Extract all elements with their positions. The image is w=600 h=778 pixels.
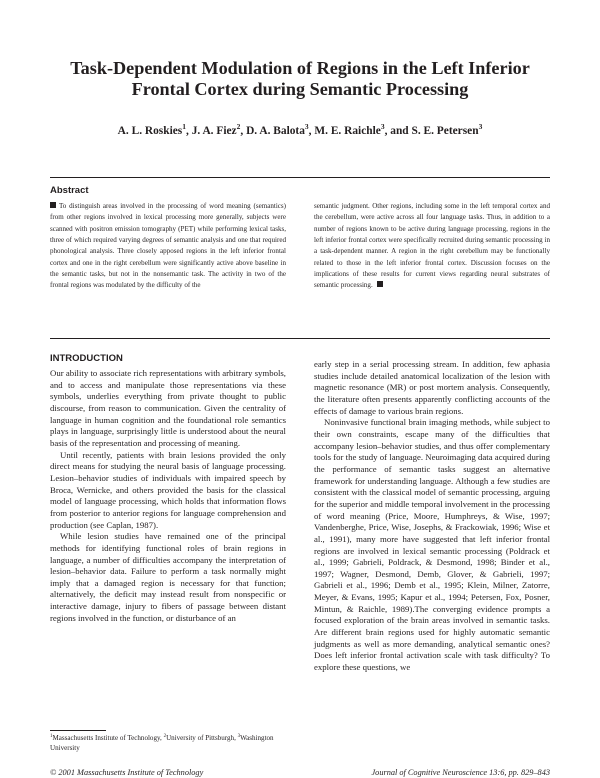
abstract-text-right: semantic judgment. Other regions, including some in the left temporal cortex and the cerebellum, were active across all four language tasks. Thus, in addition to a number of regions known to be active during language processing, regions in the left inferior frontal cortex were specifically recruited during semantic processing in a task-dependent manner. A region in the right cerebellum may be functionally related to those in the left inferior frontal cortex. Discussion focuses on the implications of these results for current views regarding neural substrates of semantic processing. <box>314 202 550 290</box>
copyright-footer: © 2001 Massachusetts Institute of Technology <box>50 768 204 777</box>
abstract-start-square-icon <box>50 202 56 208</box>
affiliation-footnote: $^1$Massachusetts Institute of Technology, $^2$University of Pittsburgh, $^3$Washington University <box>50 734 274 752</box>
author-separator: , <box>185 125 192 137</box>
body-column-left <box>50 368 286 624</box>
author: M. E. Raichle$^3$ <box>314 122 385 137</box>
paper-title: Task-Dependent Modulation of Regions in the Left Inferior Frontal Cortex during Semantic Processing <box>70 58 530 99</box>
body-paragraph: Noninvasive functional brain imaging methods, while subject to their own constraints, escape many of the difficulties that accompany lesion–behavior studies, and thus offer complementary tools for the study of language. Neuroimaging data acquired during the performance of semantic tasks suggest an alternative framework for understanding language. Although a few studies are consistent with the classical model of semantic processing, arguing for the superior and middle temporal involvement in the processing of word meaning (Price, Moore, Humphreys, & Wise, 1997; Vandenberghe, Price, Wise, Josephs, & Frackowiak, 1996; Wise et al., 1991), many more have suggested that left inferior frontal regions are involved in lexical semantic processing (Poldrack et al., 1999; Gabrieli, Poldrack, & Desmond, 1998; Binder et al., 1997; Wagner, Desmond, Demb, Glover, & Gabrieli, 1997; Gabrieli et al., 1996; Demb et al., 1995; Klein, Milner, Zatorre, Meyer, & Evans, 1995; Kapur et al., 1994; Petersen, Fox, Posner, Mintun, & Raichle, 1989).The converging evidence prompts a focused exploration of the brain areas involved in semantic tasks. Are different brain regions used for highly automatic semantic judgments as well as more demanding, analytical semantic ones? Does left inferior frontal activation scale with task difficulty? To explore these questions, we <box>314 417 550 673</box>
abstract-heading: Abstract <box>50 185 89 196</box>
footnote-rule <box>50 730 106 731</box>
author-separator: , <box>240 125 247 137</box>
abstract-column-right <box>314 201 550 292</box>
body-paragraph: While lesion studies have remained one of the principal methods for identifying functional roles of brain regions in language, a number of difficulties accompany the interpretation of lesion–behavior data. Failure to perform a task normally might imply that a damaged region is necessary for that function; alternatively, the deficit may instead result from nonspecific or interactive damage, injury to fibers of passage between distant regions involved in the function, or disturbance of an <box>50 531 286 623</box>
abstract-column-left <box>50 201 286 292</box>
author: A. L. Roskies$^1$ <box>117 122 186 137</box>
author-separator: , and <box>384 125 412 137</box>
author-list <box>40 124 560 138</box>
body-column-right <box>314 359 550 674</box>
abstract-bottom-rule <box>50 338 550 339</box>
abstract-top-rule <box>50 177 550 178</box>
author: J. A. Fiez$^2$ <box>191 122 241 137</box>
author: S. E. Petersen$^3$ <box>411 122 483 137</box>
abstract-text-left: To distinguish areas involved in the processing of word meaning (semantics) from other regions involved in lexical processing more generally, subjects were scanned with positron emission tomography (PET) while performing lexical tasks, three of which required varying degrees of semantic analysis and one that required phonological analysis. Three closely apposed regions in the left inferior frontal cortex and one in the right cerebellum were significantly active above baseline in the semantic tasks, but not in the nonsemantic task. The activity in two of the frontal regions was modulated by the difficulty of the <box>50 202 286 290</box>
abstract-end-square-icon <box>377 281 383 287</box>
body-paragraph: Until recently, patients with brain lesions provided the only direct means for studying the neural basis of language processing. Lesion–behavior studies of individuals with impaired speech by Broca, Wernicke, and others provided the basis for the classical model of language processing, which holds that information flows from posterior to anterior regions for language comprehension and production (see Caplan, 1987). <box>50 449 286 530</box>
body-paragraph: Our ability to associate rich representations with arbitrary symbols, and to access and manipulate those representations via these symbols, underlies everything from private thought to public discourse, from reason to communication. Given the centrality of language in human cognition and the foundational role semantics plays in language, surprisingly little is understood about the neural basis of the representation and processing of meaning. <box>50 368 286 448</box>
journal-citation-footer: Journal of Cognitive Neuroscience 13:6, pp. 829–843 <box>371 768 550 777</box>
body-paragraph: early step in a serial processing stream. In addition, few aphasia studies include detailed anatomical localization of the lesion with magnetic resonance (MR) or post mortem analysis. Consequently, the literature often presents apparently conflicting accounts of the effects of damage to various brain regions. <box>314 359 550 416</box>
introduction-heading: INTRODUCTION <box>50 353 123 364</box>
author-separator: , <box>308 125 315 137</box>
author: D. A. Balota$^3$ <box>246 122 309 137</box>
